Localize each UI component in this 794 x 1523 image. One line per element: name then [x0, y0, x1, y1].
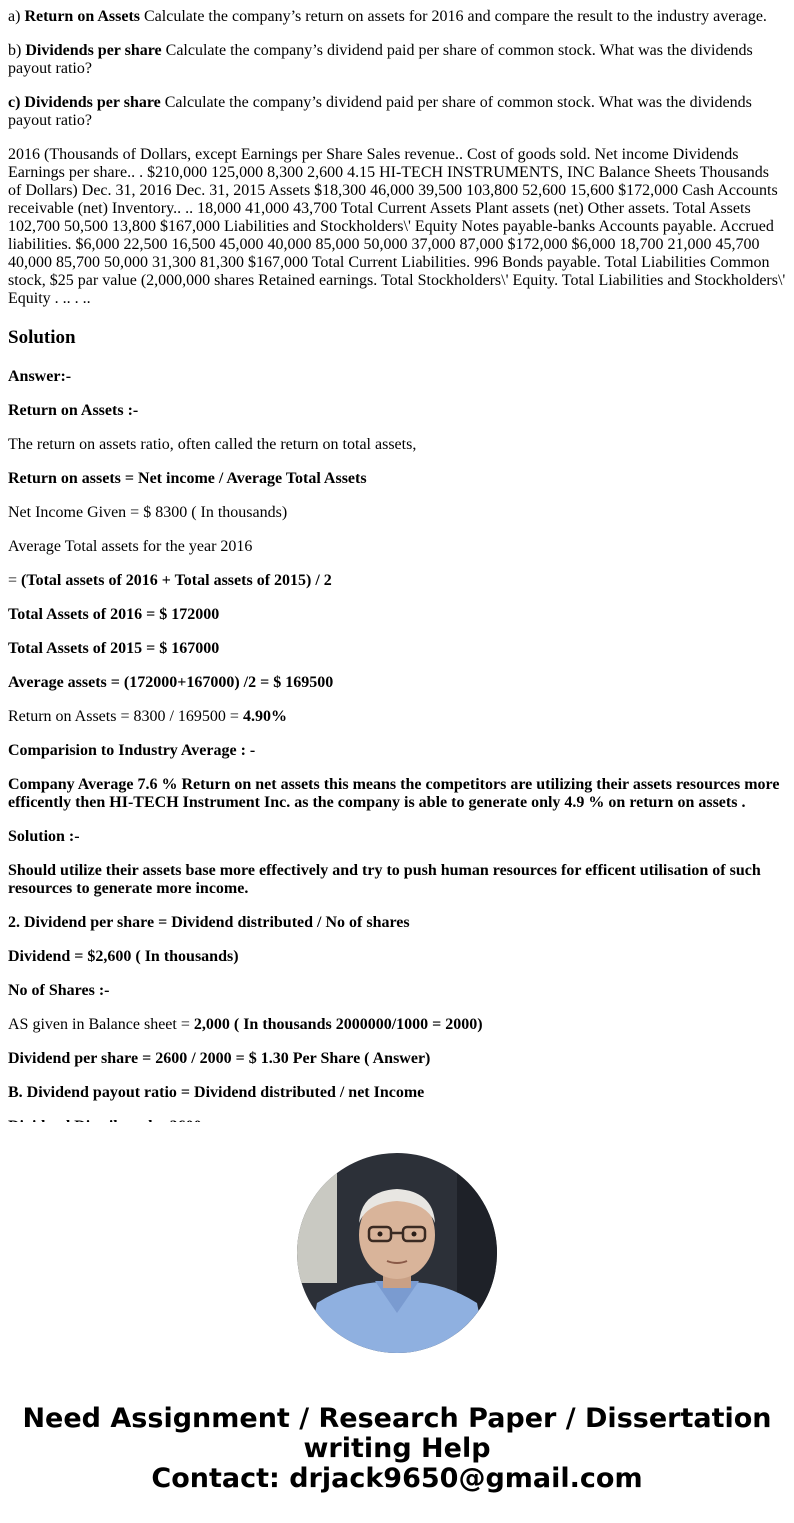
total-2016: [8, 606, 786, 624]
payout-formula: [8, 1084, 786, 1102]
total-2015-text: Total Assets of 2015 = $ 167000: [8, 640, 220, 657]
answer-label: [8, 368, 786, 386]
avatar: [297, 1153, 497, 1353]
avatar-portrait: [297, 1153, 497, 1353]
promo-footer: [0, 1122, 794, 1523]
promo-line-1: Need Assignment / Research Paper / Dissertation: [22, 1403, 772, 1434]
question-c: [8, 94, 786, 130]
roa-heading-text: Return on Assets :-: [8, 402, 139, 419]
solution-body: Should utilize their assets base more effectively and try to push human resources for efficent utilisation of such resources to generate more income.: [8, 862, 761, 897]
question-c-text: Calculate the company’s dividend paid per share of common stock. What was the dividends payout ratio?: [8, 94, 752, 129]
solution-label: [8, 828, 786, 846]
avg-assets-text: Average assets = (172000+167000) /2 = $ 169500: [8, 674, 334, 691]
solution-text: [8, 862, 786, 898]
question-b-prefix: b): [8, 42, 26, 59]
shares-given-value: 2,000 ( In thousands 2000000/1000 = 2000): [193, 1016, 483, 1033]
roa-result: [8, 708, 786, 726]
avg-formula: [8, 572, 786, 590]
comparison-heading-text: Comparision to Industry Average : -: [8, 742, 256, 759]
question-a-prefix: a): [8, 8, 25, 25]
question-b-text: Calculate the company’s dividend paid per share of common stock. What was the dividends payout ratio?: [8, 42, 753, 77]
total-2016-text: Total Assets of 2016 = $ 172000: [8, 606, 220, 623]
dividend: [8, 948, 786, 966]
solution-document: [8, 0, 786, 1122]
avg-total-label: Average Total assets for the year 2016: [8, 538, 253, 555]
solution-heading: Solution: [8, 327, 76, 348]
question-b-title: Dividends per share: [25, 42, 162, 59]
question-c-title: c) Dividends per share: [8, 94, 161, 111]
question-a-text: Calculate the company’s return on assets for 2016 and compare the result to the industry average.: [140, 8, 767, 25]
roa-heading: [8, 402, 786, 420]
question-b: [8, 42, 786, 78]
roa-formula: [8, 470, 786, 488]
comparison-heading: [8, 742, 786, 760]
shares-heading-text: No of Shares :-: [8, 982, 110, 999]
shares-heading: [8, 982, 786, 1000]
question-a: [8, 8, 786, 26]
dps-result-text: Dividend per share = 2600 / 2000 = $ 1.30 Per Share ( Answer): [8, 1050, 431, 1067]
roa-result-value: 4.90%: [242, 708, 287, 725]
answer-label-text: Answer:-: [8, 368, 72, 385]
dps-result: [8, 1050, 786, 1068]
comparison-text: [8, 776, 786, 812]
dividend-text: Dividend = $2,600 ( In thousands): [8, 948, 239, 965]
avg-formula-text: (Total assets of 2016 + Total assets of 2015) / 2: [21, 572, 332, 589]
shares-given-text: AS given in Balance sheet =: [8, 1016, 194, 1033]
solution-label-text: Solution :-: [8, 828, 80, 845]
avg-formula-eq: =: [8, 572, 22, 589]
promo-contact: Contact: drjack9650@gmail.com: [151, 1463, 643, 1494]
avg-assets: [8, 674, 786, 692]
shares-given: [8, 1016, 786, 1034]
question-data-block: 2016 (Thousands of Dollars, except Earnings per Share Sales revenue.. Cost of goods sold. Net income Dividends Earnings per share.. . $210,000 125,000 8,300 2,600 4.15 HI-TECH INSTRUMENTS, INC Balance Sheets Thousands of Dollars) Dec. 31, 2016 Dec. 31, 2015 Assets $18,300 46,000 39,500 103,800 52,600 15,600 $172,000 Cash Accounts receivable (net) Inventory.. .. 18,000 41,000 43,700 Total Current Assets Plant assets (net) Other assets. Total Assets 102,700 50,500 13,800 $167,000 Liabilities and Stockholders\' Equity Notes payable-banks Accounts payable. Accrued liabilities. $6,000 22,500 16,500 45,000 40,000 85,000 50,000 37,000 87,000 $172,000 $6,000 18,700 21,000 45,700 40,000 85,700 50,000 31,300 81,300 $167,000 Total Current Liabilities. 996 Bonds payable. Total Liabilities Common stock, $25 par value (2,000,000 shares Retained earnings. Total Stockholders\' Equity. Total Liabilities and Stockholders\' Equity . .. . ..: [8, 146, 786, 307]
dps-formula-text: 2. Dividend per share = Dividend distributed / No of shares: [8, 914, 410, 931]
roa-intro: The return on assets ratio, often called the return on total assets,: [8, 436, 417, 453]
roa-result-text: Return on Assets = 8300 / 169500 =: [8, 708, 243, 725]
roa-formula-text: Return on assets = Net income / Average Total Assets: [8, 470, 367, 487]
question-a-title: Return on Assets: [24, 8, 140, 25]
payout-formula-text: B. Dividend payout ratio = Dividend distributed / net Income: [8, 1084, 425, 1101]
dps-formula: [8, 914, 786, 932]
net-income: Net Income Given = $ 8300 ( In thousands): [8, 504, 288, 521]
promo-text: [0, 1404, 794, 1494]
total-2015: [8, 640, 786, 658]
promo-line-2: writing Help: [303, 1433, 491, 1464]
comparison-body: Company Average 7.6 % Return on net assets this means the competitors are utilizing their assets resources more efficently then HI-TECH Instrument Inc. as the company is able to generate only 4.9 % on return on assets .: [8, 776, 780, 811]
